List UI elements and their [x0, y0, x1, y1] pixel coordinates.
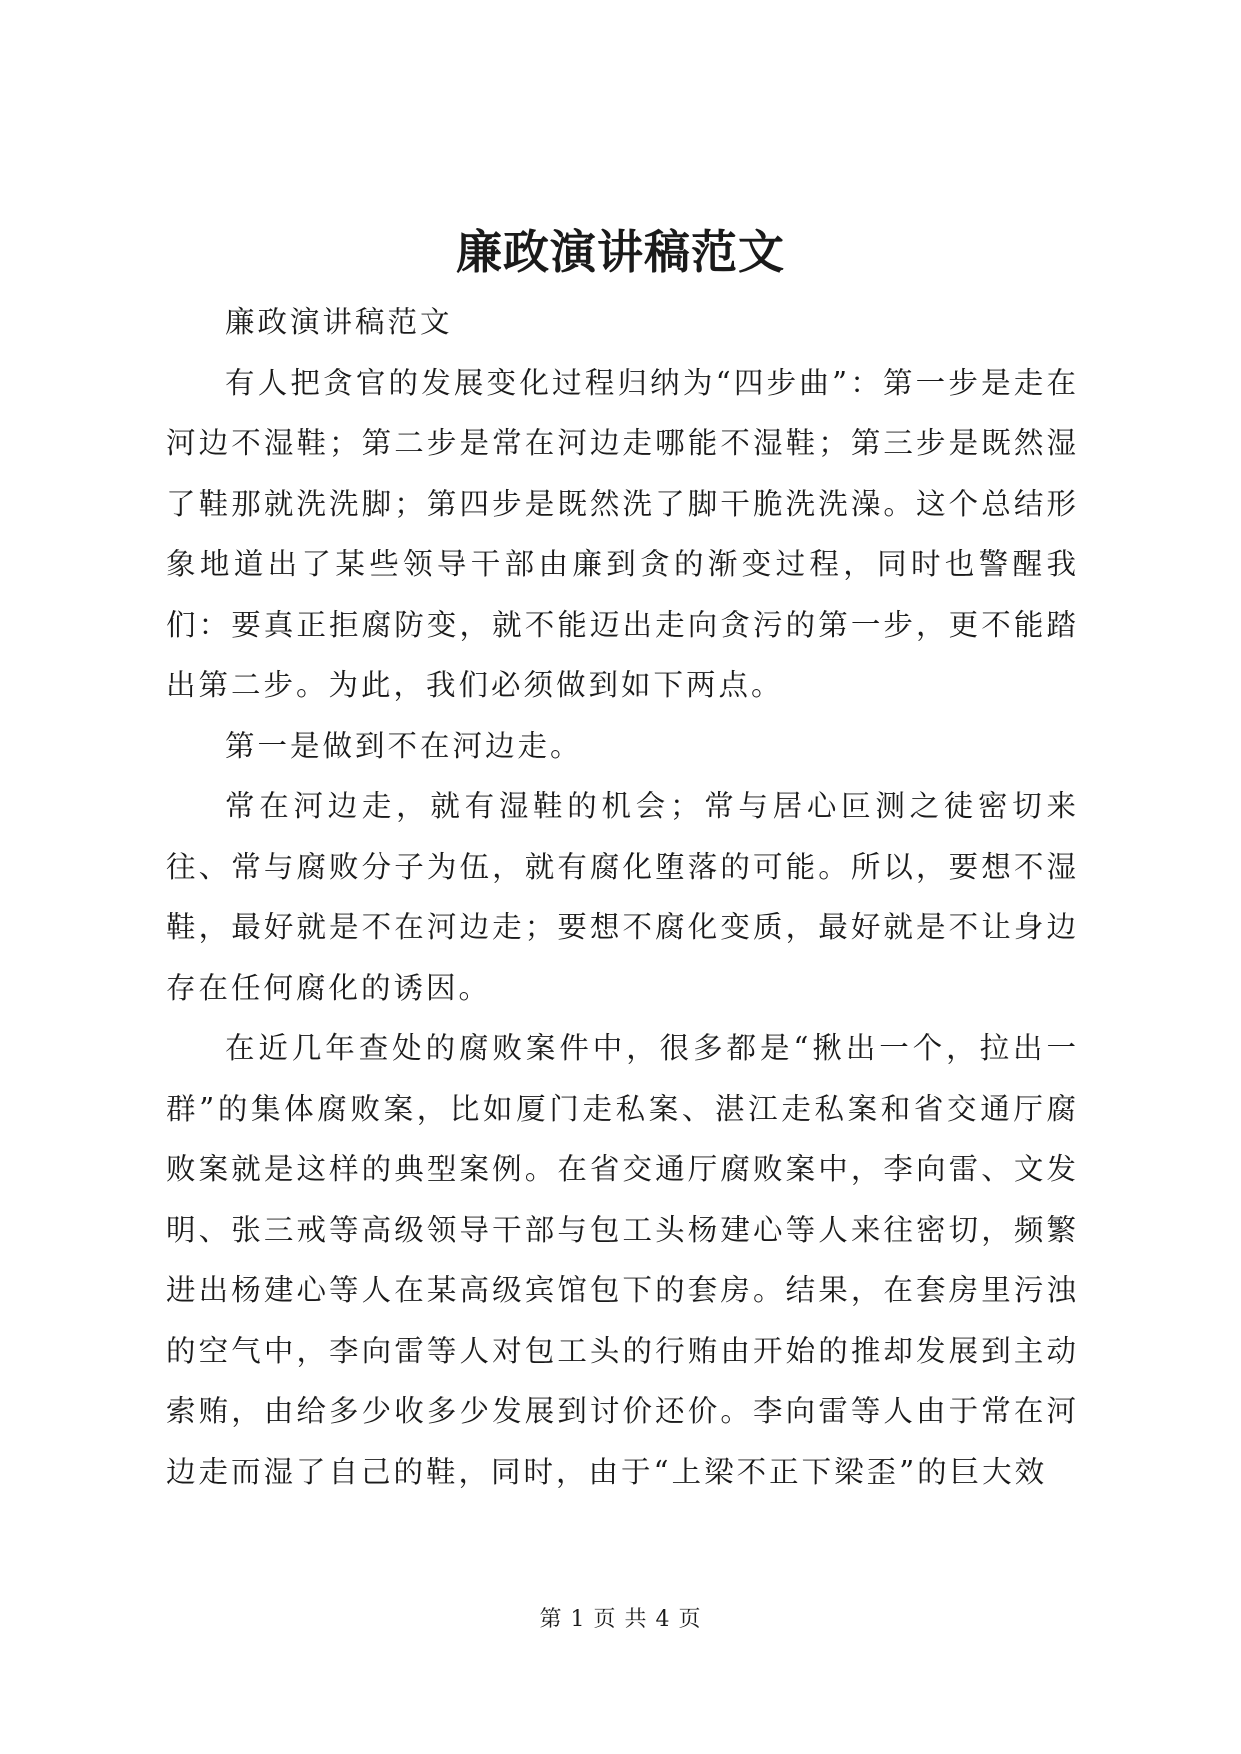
paragraph: 常在河边走，就有湿鞋的机会；常与居心叵测之徒密切来往、常与腐败分子为伍，就有腐化堕落的可能。所以，要想不湿鞋，最好就是不在河边走；要想不腐化变质，最好就是不让身边存在任何腐化的诱因。	[166, 789, 1079, 1005]
paragraph: 第一是做到不在河边走。	[225, 728, 583, 763]
page-footer: 第 1 页 共 4 页	[539, 1607, 702, 1632]
paragraph: 在近几年查处的腐败案件中，很多都是“揪出一个，拉出一群”的集体腐败案，比如厦门走私案、湛江走私案和省交通厅腐败案就是这样的典型案例。在省交通厅腐败案中，李向雷、文发明、张三戒等高级领导干部与包工头杨建心等人来往密切，频繁进出杨建心等人在某高级宾馆包下的套房。结果，在套房里污浊的空气中，李向雷等人对包工头的行贿由开始的推却发展到主动索贿，由给多少收多少发展到讨价还价。李向雷等人由于常在河边走而湿了自己的鞋，同时，由于“上梁不正下梁歪”的巨大效	[166, 1031, 1079, 1489]
document-body	[166, 292, 1079, 1502]
paragraph: 廉政演讲稿范文	[225, 305, 453, 339]
paragraph: 有人把贪官的发展变化过程归纳为“四步曲”：第一步是走在河边不湿鞋；第二步是常在河边走哪能不湿鞋；第三步是既然湿了鞋那就洗洗脚；第四步是既然洗了脚干脆洗洗澡。这个总结形象地道出了某些领导干部由廉到贪的渐变过程，同时也警醒我们：要真正拒腐防变，就不能迈出走向贪污的第一步，更不能踏出第二步。为此，我们必须做到如下两点。	[166, 365, 1079, 702]
document-title: 廉政演讲稿范文	[456, 225, 785, 279]
